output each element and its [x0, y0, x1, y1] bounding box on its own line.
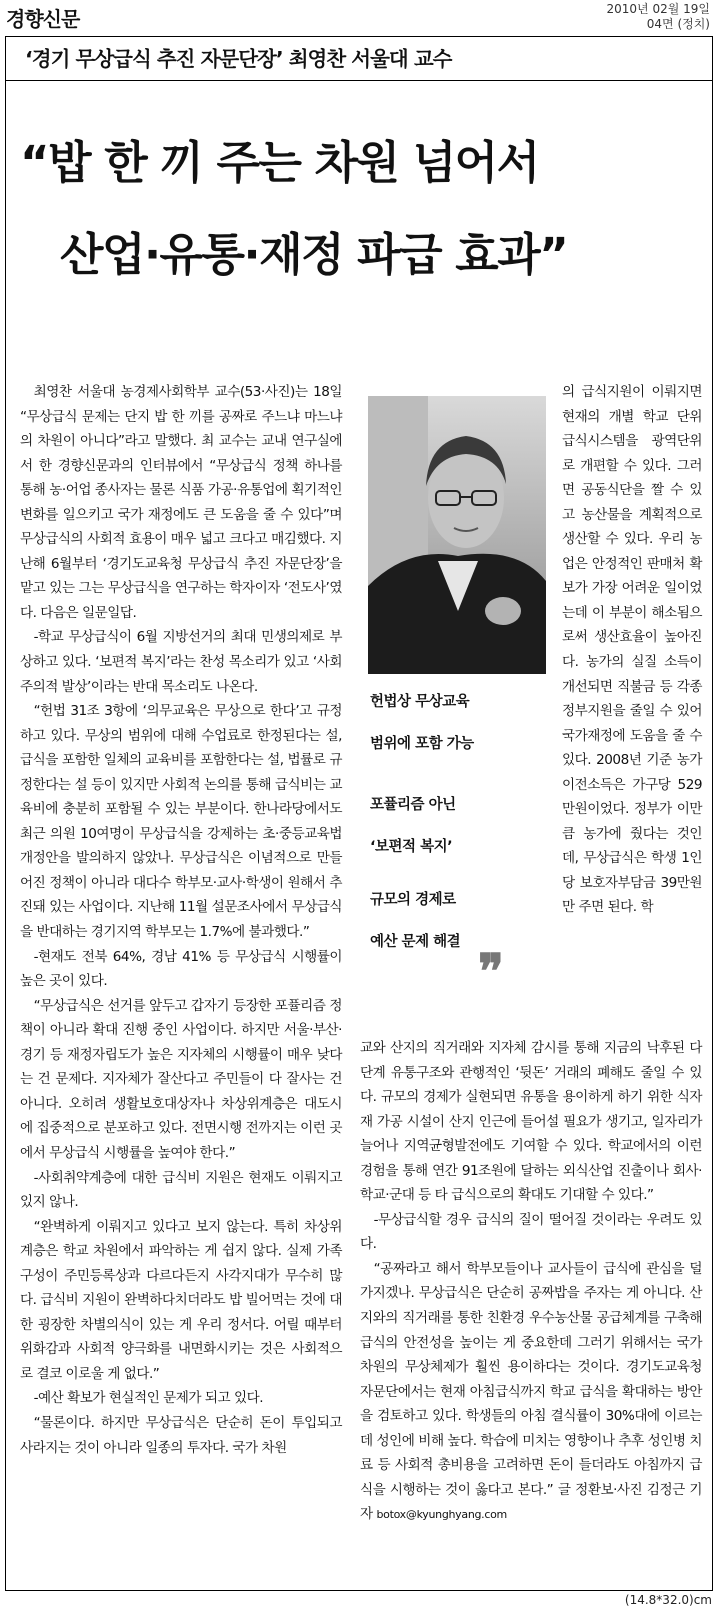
portrait-image	[368, 396, 546, 674]
answer-paragraph: 교와 산지의 직거래와 지자체 감시를 통해 지금의 낙후된 다단계 유통구조와 관행적인 ‘뒷돈’ 거래의 폐해도 줄일 수 있다. 규모의 경제가 실현되면 유통을 용이하게 하기 위한 식자재 가공 시설이 산지 인근에 들어설 필요가 생기고, 일자리가 늘어나 지역균형발전에도 기여할 수 있다. 학교에서의 이런 경험을 통해 연간 91조원에 달하는 외식산업 진출이나 회사·학교·군대 등 타 급식으로의 확대도 기대할 수 있다.”	[360, 1040, 702, 1204]
pull-quote-line: 헌법상 무상교육	[370, 694, 470, 710]
answer-paragraph: “무상급식은 선거를 앞두고 갑자기 등장한 포퓰리즘 정책이 아니라 확대 진행 중인 사업이다. 하지만 서울·부산·경기 등 재정자립도가 높은 지자체의 시행률이 매우 낮다는 건 문제다. 지자체가 잘산다고 주민들이 다 잘사는 건 아니다. 오히려 생활보호대상자나 차상위계층은 대도시에 집중적으로 분포하고 있다. 전면시행 전까지는 이런 곳에서 무상급식 시행률을 높여야 한다.”	[20, 997, 342, 1161]
pull-quote-line: 예산 문제 해결	[370, 934, 461, 950]
headline-line-2: 산업·유통·재정 파급 효과”	[60, 228, 568, 281]
pull-quote-line: 포퓰리즘 아닌	[370, 797, 456, 813]
question-paragraph: -사회취약계층에 대한 급식비 지원은 현재도 이뤄지고 있지 않나.	[20, 1169, 342, 1211]
body-column-right	[562, 380, 702, 920]
question-paragraph: -무상급식할 경우 급식의 질이 떨어질 것이라는 우려도 있다.	[360, 1211, 702, 1253]
body-paragraph: 의 급식지원이 이뤄지면 현재의 개별 학교 단위 급식시스템을 광역단위로 개편할 수 있다. 그러면 공동식단을 짤 수 있고 농산물을 계획적으로 생산할 수 있다. 우리 농업은 안정적인 판매처 확보가 가장 어려운 일이었는데 이 부분이 해소됨으로써 생산효율이 높아진다. 농가의 실질 소득이 개선되면 직불금 등 각종 정부지원을 줄일 수 있어 국가재정에 도움을 줄 수 있다. 2008년 기준 농가 이전소득은 가구당 529만원이었다. 정부가 이만큼 농가에 줬다는 것인데, 무상급식은 학생 1인당 보호자부담금 39만원만 주면 된다. 학	[562, 384, 702, 916]
answer-paragraph: “물론이다. 하지만 무상급식은 단순히 돈이 투입되고 사라지는 것이 아니라 일종의 투자다. 국가 차원	[20, 1414, 342, 1456]
page-section: 04면 (정치)	[646, 17, 710, 31]
answer-paragraph	[360, 1257, 702, 1527]
closing-quote-icon: ❞	[478, 944, 504, 1000]
headline-line-1: “밥 한 끼 주는 차원 넘어서	[20, 136, 539, 189]
masthead	[0, 0, 720, 40]
answer-paragraph: “완벽하게 이뤄지고 있다고 보지 않는다. 특히 차상위계층은 학교 차원에서 파악하는 게 쉽지 않다. 실제 가족 구성이 주민등록상과 다르다든지 사각지대가 무수히 많다. 급식비 지원이 완벽하다치더라도 밥 빌어먹는 것에 대한 굉장한 차별의식이 있는 게 우리 정서다. 어릴 때부터 위화감과 사회적 양극화를 내면화시키는 것은 사회적으로 결코 이로울 게 없다.”	[20, 1218, 342, 1382]
byline: 글 정환보·사진 김정근 기자	[360, 1481, 703, 1523]
professor-photo	[368, 396, 546, 674]
answer-text: “공짜라고 해서 학부모들이나 교사들이 급식에 관심을 덜 가지겠나. 무상급식은 단순히 공짜밥을 주자는 게 아니다. 산지와의 직거래를 통한 친환경 우수농산물 공급체계를 구축해 급식의 안전성을 높이는 게 중요한데 그러기 위해서는 국가 차원의 무상체제가 훨씬 용이하다는 것이다. 경기도교육청 자문단에서는 현재 아침급식까지 학교 급식을 확대하는 방안을 검토하고 있다. 학생들의 아침 결식률이 30%대에 이르는데 성인에 비해 높다. 학습에 미치는 영향이나 추후 성인병 치료 등 사회적 총비용을 고려하면 돈이 들더라도 아침까지 급식을 시행하는 것이 옳다고 본다.”	[360, 1260, 702, 1498]
body-column-bottom	[360, 1036, 702, 1527]
article-size-note: (14.8*32.0)cm	[624, 1593, 712, 1607]
body-paragraph: 최영찬 서울대 농경제사회학부 교수(53·사진)는 18일 “무상급식 문제는 단지 밥 한 끼를 공짜로 주느냐 마느냐의 차원이 아니다”라고 말했다. 최 교수는 교내 연구실에서 한 경향신문과의 인터뷰에서 “무상급식 정책 하나를 통해 농·어업 종사자는 물론 식품 가공·유통업에 획기적인 변화를 일으키고 국가 재정에도 큰 도움을 줄 수 있다”며 무상급식의 사회적 효용이 매우 넓고 크다고 매김했다. 지난해 6월부터 ‘경기도교육청 무상급식 추진 자문단장’을 맡고 있는 그는 무상급식을 연구하는 학자이자 ‘전도사’였다. 다음은 일문일답.	[20, 384, 342, 621]
question-paragraph: -학교 무상급식이 6월 지방선거의 최대 민생의제로 부상하고 있다. ‘보편적 복지’라는 찬성 목소리가 있고 ‘사회주의적 발상’이라는 반대 목소리도 나온다.	[20, 629, 342, 695]
issue-date-text: 2010년 02월 19일	[606, 2, 710, 16]
newspaper-logo: 경향신문	[6, 7, 80, 31]
body-column-left	[20, 380, 342, 1460]
pull-quote-line: 규모의 경제로	[370, 892, 456, 908]
answer-paragraph: “헌법 31조 3항에 ‘의무교육은 무상으로 한다’고 규정하고 있다. 무상의 범위에 대해 수업료로 한정된다는 설, 급식을 포함한 일체의 교육비를 포함한다는 설, 법률로 규정한다는 설 등이 있지만 사회적 논의를 통해 급식비는 교육비에 충분히 포함될 수 있는 부분이다. 한나라당에서도 최근 의원 10여명이 무상급식을 강제하는 초·중등교육법 개정안을 발의하지 않았나. 무상급식은 이념적으로 만들어진 정책이 아니라 대다수 학부모·교사·학생이 원해서 추진돼 있는 사업이다. 지난해 11월 설문조사에서 무상급식을 반대하는 경기지역 학부모는 1.7%에 불과했다.”	[20, 703, 342, 941]
article-subhead: ‘경기 무상급식 추진 자문단장’ 최영찬 서울대 교수	[25, 47, 452, 71]
issue-date	[607, 2, 710, 32]
reporter-email[interactable]: botox@kyunghyang.com	[376, 1508, 507, 1522]
subhead-divider	[5, 80, 713, 81]
question-paragraph: -예산 확보가 현실적인 문제가 되고 있다.	[33, 1390, 264, 1407]
pull-quote-line: ‘보편적 복지’	[370, 839, 453, 855]
question-paragraph: -현재도 전북 64%, 경남 41% 등 무상급식 시행률이 높은 곳이 있다.	[20, 948, 342, 990]
pull-quote-line: 범위에 포함 가능	[370, 736, 474, 752]
